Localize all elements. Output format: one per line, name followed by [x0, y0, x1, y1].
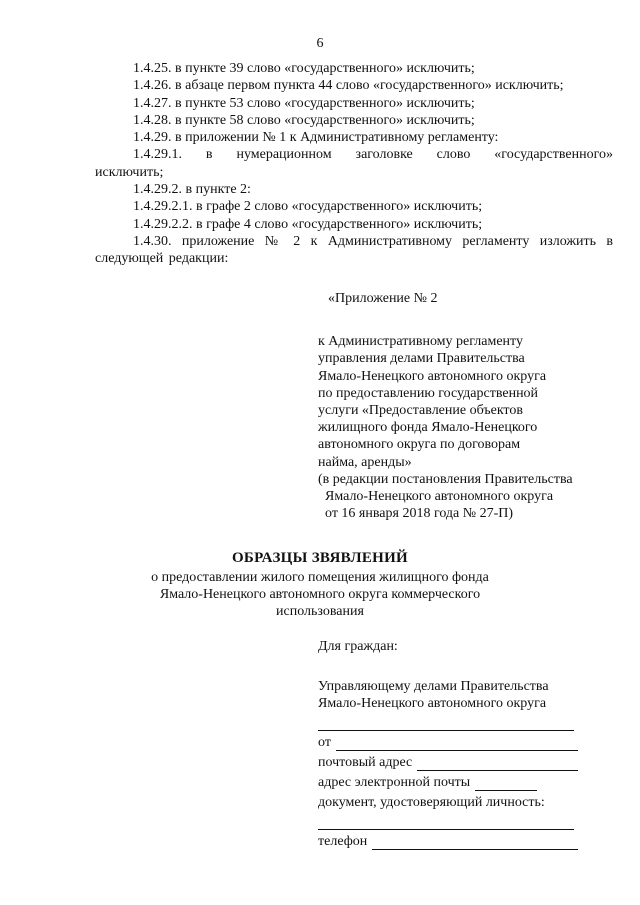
appendix-line: управления делами Правительства: [318, 351, 525, 367]
appendix-line: Ямало-Ненецкого автономного округа: [318, 368, 547, 384]
appendix-edition-line: от 16 января 2018 года № 27-П): [325, 506, 514, 522]
appendix-line: услуги «Предоставление объектов: [318, 403, 523, 419]
samples-heading: [130, 550, 510, 620]
blank-line: [318, 716, 574, 731]
appendix-line: жилищного фонда Ямало-Ненецкого: [318, 420, 538, 436]
phone-label: телефон: [318, 834, 368, 849]
appendix-header: [318, 290, 618, 522]
email-field: [318, 771, 578, 791]
amendment-item: 1.4.27. в пункте 53 слово «государственного» исключить;: [133, 95, 475, 111]
samples-title: ОБРАЗЦЫ ЗВЯВЛЕНИЙ: [231, 550, 409, 566]
amendment-item: 1.4.29.2.1. в графе 2 слово «государственного» исключить;: [133, 199, 483, 215]
postal-address-field: [318, 751, 578, 771]
appendix-line: найма, аренды»: [318, 454, 412, 470]
phone-blank: [372, 836, 578, 850]
appendix-line: по предоставлению государственной: [318, 385, 539, 401]
amendment-item: 1.4.29. в приложении № 1 к Административному регламенту:: [133, 130, 499, 146]
postal-address-blank: [417, 757, 578, 771]
postal-address-label: почтовый адрес: [318, 755, 413, 770]
amendment-item: 1.4.26. в абзаце первом пункта 44 слово «государственного» исключить;: [133, 78, 564, 94]
id-document-field: [318, 791, 578, 811]
for-citizens-label: Для граждан:: [318, 639, 398, 654]
blank-line: [318, 815, 574, 830]
samples-subtitle-line: использования: [276, 604, 364, 619]
amendment-item: 1.4.30. приложение № 2 к Административному регламенту изложить в следующей редакции:: [95, 233, 613, 267]
addressee-line: Управляющему делами Правительства: [318, 679, 549, 694]
appendix-line: к Административному регламенту: [318, 334, 523, 350]
samples-subtitle-line: о предоставлении жилого помещения жилищного фонда: [151, 570, 489, 585]
amendment-item: 1.4.25. в пункте 39 слово «государственного» исключить;: [133, 61, 475, 76]
amendments-text: [95, 60, 613, 268]
appendix-edition-line: (в редакции постановления Правительства: [318, 471, 573, 487]
phone-field: [318, 830, 578, 850]
id-document-label: документ, удостоверяющий личность:: [318, 795, 545, 810]
email-blank: [475, 777, 537, 791]
page-number: 6: [316, 36, 324, 51]
application-form: [318, 638, 578, 850]
amendment-item: 1.4.29.2.2. в графе 4 слово «государственного» исключить;: [133, 216, 483, 232]
amendment-item: 1.4.29.2. в пункте 2:: [133, 182, 251, 198]
email-label: адрес электронной почты: [318, 775, 471, 790]
addressee-line: Ямало-Ненецкого автономного округа: [318, 696, 547, 711]
amendment-item: 1.4.29.1. в нумерационном заголовке слово «государственного» исключить;: [95, 147, 613, 180]
appendix-edition-line: Ямало-Ненецкого автономного округа: [325, 489, 554, 505]
appendix-line: автономного округа по договорам: [318, 437, 521, 453]
amendment-item: 1.4.28. в пункте 58 слово «государственного» исключить;: [133, 112, 475, 128]
from-field: [318, 731, 578, 751]
samples-subtitle-line: Ямало-Ненецкого автономного округа коммерческого: [159, 587, 481, 602]
from-label: от: [318, 735, 331, 750]
from-blank: [336, 737, 578, 751]
appendix-title: «Приложение № 2: [328, 291, 438, 306]
